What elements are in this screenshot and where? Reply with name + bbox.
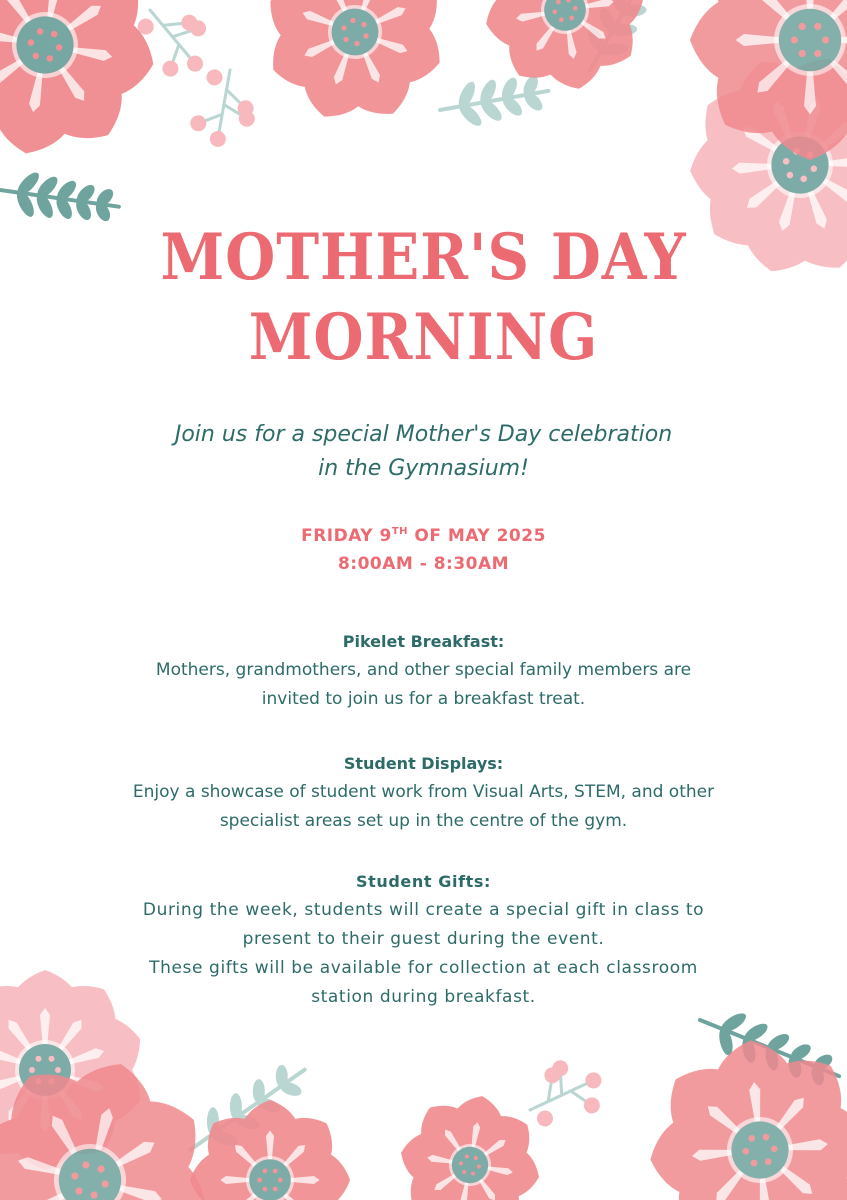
flower-icon xyxy=(472,0,657,103)
date-prefix: FRIDAY 9 xyxy=(301,526,392,546)
date-ordinal-suffix: TH xyxy=(391,526,409,537)
subtitle-line-1: Join us for a special Mother's Day celebration xyxy=(174,422,673,447)
leaf-sprig-icon xyxy=(0,165,122,232)
flower-icon xyxy=(240,0,471,147)
berry-sprig-icon xyxy=(187,65,263,153)
section-student-displays xyxy=(60,750,787,836)
event-date xyxy=(0,522,847,550)
section-text-line: present to their guest during the event. xyxy=(242,929,605,949)
section-student-gifts xyxy=(60,868,787,1012)
berry-sprig-icon xyxy=(516,1047,613,1137)
section-text-line: Mothers, grandmothers, and other special family members are xyxy=(155,660,692,680)
flower-icon xyxy=(389,1084,551,1200)
section-text-line: These gifts will be available for collection at each classroom xyxy=(149,958,698,978)
section-text-line: specialist areas set up in the centre of the gym. xyxy=(219,811,628,831)
event-time: 8:00AM - 8:30AM xyxy=(337,554,510,574)
section-text-line: invited to join us for a breakfast treat. xyxy=(261,689,586,709)
title-line-1: MOTHER'S DAY xyxy=(160,220,687,295)
section-heading: Student Displays: xyxy=(343,754,504,773)
flower-icon xyxy=(641,1031,847,1200)
section-text-line: Enjoy a showcase of student work from Visual Arts, STEM, and other xyxy=(132,782,715,802)
date-rest: OF MAY 2025 xyxy=(408,526,546,546)
section-heading: Pikelet Breakfast: xyxy=(342,632,505,651)
section-heading: Student Gifts: xyxy=(355,872,492,891)
section-text-line: station during breakfast. xyxy=(311,987,536,1007)
title-line-2: MORNING xyxy=(248,300,599,375)
section-text-line: During the week, students will create a special gift in class to xyxy=(142,900,705,920)
section-pikelet-breakfast xyxy=(60,628,787,714)
subtitle-line-2: in the Gymnasium! xyxy=(318,456,529,481)
